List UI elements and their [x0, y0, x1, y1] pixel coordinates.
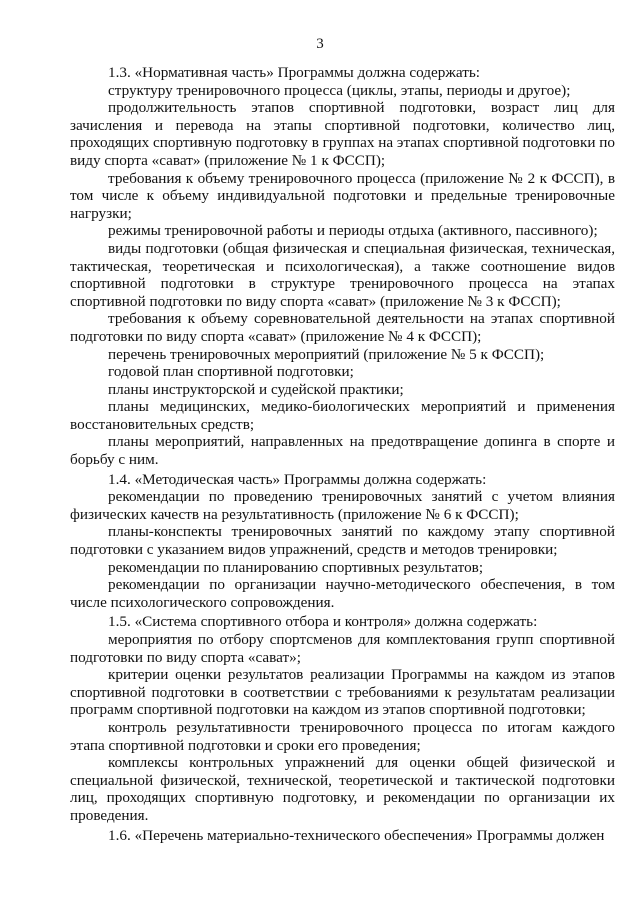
paragraph: требования к объему соревновательной деятельности на этапах спортивной подготовки по виду спорта «сават» (приложение № 4 к ФССП); — [70, 310, 615, 345]
section-heading-1-5: 1.5. «Система спортивного отбора и контроля» должна содержать: — [108, 613, 538, 631]
paragraph: критерии оценки результатов реализации Программы на каждом из этапов спортивной подготовки в соответствии с требованиями к результатам реализации программ спортивной подготовки на каждом из этапов спортивной подготовки; — [70, 666, 615, 719]
paragraph: контроль результативности тренировочного процесса по итогам каждого этапа спортивной подготовки и сроки его проведения; — [70, 718, 615, 754]
paragraph: структуру тренировочного процесса (циклы, этапы, периоды и другое); — [108, 81, 571, 99]
paragraph: планы медицинских, медико-биологических мероприятий и применения восстановительных средств; — [70, 398, 615, 433]
paragraph: режимы тренировочной работы и периоды отдыха (активного, пассивного); — [108, 222, 598, 240]
paragraph: виды подготовки (общая физическая и специальная физическая, техническая, тактическая, теоретическая и психологическая), а также соотношение видов спортивной подготовки в структуре тренировочного процесса на этапах спортивной подготовки по виду спорта «сават» (приложение № 3 к ФССП); — [70, 239, 615, 310]
paragraph: мероприятия по отбору спортсменов для комплектования групп спортивной подготовки по виду спорта «сават»; — [70, 631, 615, 666]
paragraph: рекомендации по планированию спортивных результатов; — [108, 558, 484, 576]
paragraph: требования к объему тренировочного процесса (приложение № 2 к ФССП), в том числе к объему индивидуальной подготовки и предельные тренировочные нагрузки; — [70, 169, 615, 222]
section-heading-1-3: 1.3. «Нормативная часть» Программы должна содержать: — [108, 64, 480, 81]
paragraph: планы-конспекты тренировочных занятий по каждому этапу спортивной подготовки с указанием видов упражнений, средств и методов тренировки; — [70, 523, 615, 559]
section-heading-1-6: 1.6. «Перечень материально-технического обеспечения» Программы должен — [108, 826, 605, 844]
paragraph: рекомендации по организации научно-методического обеспечения, в том числе психологического сопровождения. — [70, 576, 615, 611]
document-body — [70, 62, 615, 844]
paragraph: планы инструкторской и судейской практики; — [108, 380, 404, 398]
paragraph: продолжительность этапов спортивной подготовки, возраст лиц для зачисления и перевода на этапы спортивной подготовки, количество лиц, проходящих спортивную подготовку в группах на этапах спортивной подготовки по виду спорта «сават» (приложение № 1 к ФССП); — [70, 99, 615, 169]
paragraph: планы мероприятий, направленных на предотвращение допинга в спорте и борьбу с ним. — [70, 433, 615, 469]
page-number: 3 — [316, 36, 324, 52]
paragraph: комплексы контрольных упражнений для оценки общей физической и специальной физической, технической, теоретической и тактической подготовки лиц, проходящих спортивную подготовку, и рекомендации по организации их проведения. — [70, 754, 615, 824]
section-heading-1-4: 1.4. «Методическая часть» Программы должна содержать: — [108, 470, 487, 488]
paragraph: годовой план спортивной подготовки; — [108, 363, 354, 381]
paragraph: перечень тренировочных мероприятий (приложение № 5 к ФССП); — [108, 345, 545, 363]
paragraph: рекомендации по проведению тренировочных занятий с учетом влияния физических качеств на результативность (приложение № 6 к ФССП); — [70, 488, 615, 523]
